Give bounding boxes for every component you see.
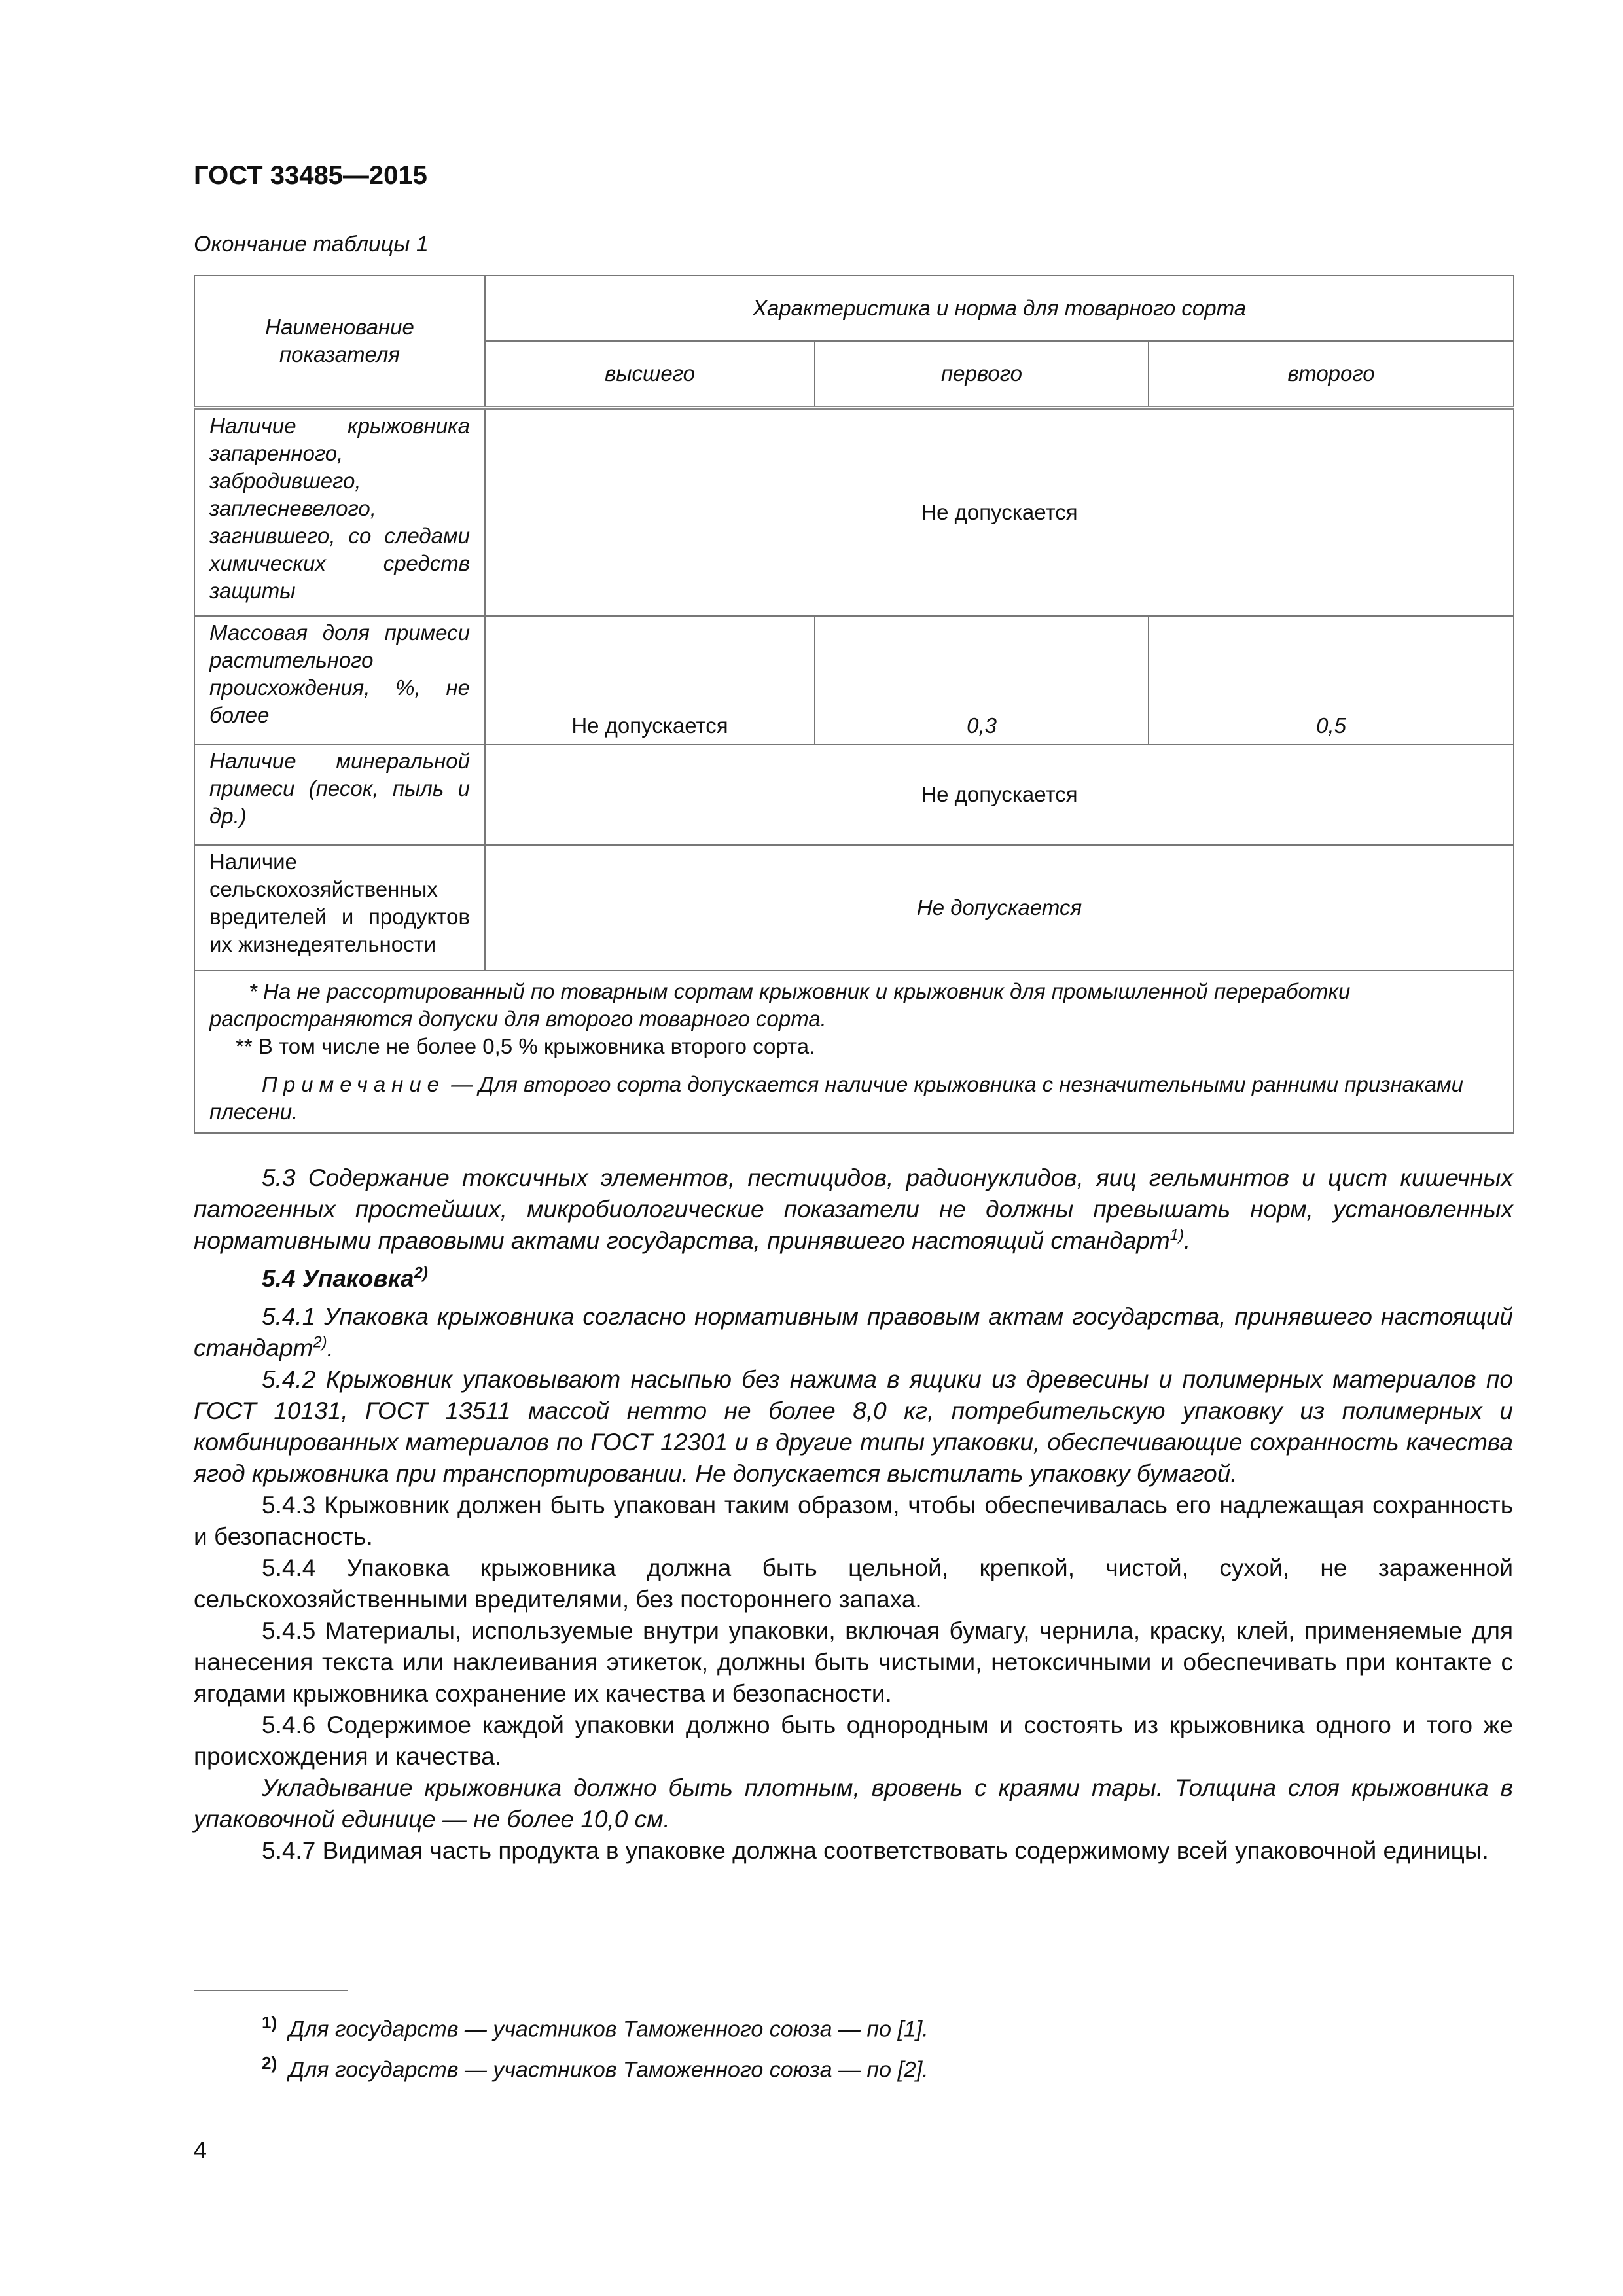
table-row xyxy=(194,845,1514,971)
column-header-grade-second: второго xyxy=(1149,341,1514,408)
table-notes xyxy=(194,971,1514,1133)
section-heading: 5.4 Упаковка$^{2)}$ xyxy=(262,1264,428,1292)
row-name: Наличие минеральной примеси (песок, пыль и др.) xyxy=(194,744,485,845)
paragraph: 5.4.2 Крыжовник упаковывают насыпью без нажима в ящики из древесины и полимерных материалов по ГОСТ 10131, ГОСТ 13511 массой нетто не более 8,0 кг, потребительскую упаковку из полимерных и комбинированных материалов по ГОСТ 12301 и в другие типы упаковки, обеспечивающие сохранность качества ягод крыжовника при транспортировании. Не допускается выстилать упаковку бумагой. xyxy=(194,1366,1513,1487)
paragraph: 5.4.7 Видимая часть продукта в упаковке должна соответствовать содержимому всей упаковочной единицы. xyxy=(262,1837,1489,1864)
row-name: Наличие крыжовника запаренного, забродившего, заплесневелого, загнившего, со следами химических средств защиты xyxy=(194,408,485,616)
row-value: Не допускается xyxy=(485,845,1514,971)
body-text xyxy=(194,1162,1513,1867)
table-row xyxy=(194,616,1514,744)
paragraph: 5.3 Содержание токсичных элементов, пестицидов, радионуклидов, яиц гельминтов и цист кишечных патогенных простейших, микробиологические показатели не должны превышать норм, установленных нормативными правовыми актами государства, принявшего настоящий стандарт$^{1)}$. xyxy=(194,1164,1513,1254)
page-footnotes xyxy=(262,2005,929,2087)
row-value: 0,5 xyxy=(1149,616,1514,744)
paragraph: 5.4.1 Упаковка крыжовника согласно нормативным правовым актам государства, принявшего настоящий стандарт$^{2)}$. xyxy=(194,1303,1513,1361)
paragraph: 5.4.4 Упаковка крыжовника должна быть цельной, крепкой, чистой, сухой, не зараженной сельскохозяйственными вредителями, без постороннего запаха. xyxy=(194,1554,1513,1613)
column-header-grade-premium: высшего xyxy=(485,341,815,408)
requirements-table xyxy=(194,275,1514,1134)
paragraph: Укладывание крыжовника должно быть плотным, вровень с краями тары. Толщина слоя крыжовника в упаковочной единице — не более 10,0 см. xyxy=(194,1774,1513,1833)
table-caption: Окончание таблицы 1 xyxy=(194,232,429,257)
row-value: Не допускается xyxy=(485,616,815,744)
table-row xyxy=(194,408,1514,616)
paragraph: 5.4.6 Содержимое каждой упаковки должно быть однородным и состоять из крыжовника одного и того же происхождения и качества. xyxy=(194,1712,1513,1770)
row-name: Наличие сельскохозяйственных вредителей и продуктов их жизнедеятельности xyxy=(194,845,485,971)
row-value: 0,3 xyxy=(815,616,1149,744)
document-header: ГОСТ 33485—2015 xyxy=(194,161,427,190)
footnote: $^{1)}$ Для государств — участников Таможенного союза — по [1]. xyxy=(262,2013,929,2042)
table-footnote: * На не рассортированный по товарным сортам крыжовник и крыжовник для промышленной переработки распространяются допуски для второго товарного сорта. xyxy=(209,979,1351,1031)
paragraph: 5.4.3 Крыжовник должен быть упакован таким образом, чтобы обеспечивалась его надлежащая сохранность и безопасность. xyxy=(194,1492,1513,1550)
column-header-indicator: Наименование показателя xyxy=(194,276,485,408)
paragraph: 5.4.5 Материалы, используемые внутри упаковки, включая бумагу, чернила, краску, клей, применяемые для нанесения текста или наклеивания этикеток, должны быть чистыми, нетоксичными и обеспечивать при контакте с ягодами крыжовника сохранение их качества и безопасности. xyxy=(194,1617,1513,1707)
table-note xyxy=(209,1071,1499,1126)
row-value: Не допускается xyxy=(485,744,1514,845)
table-row xyxy=(194,744,1514,845)
column-header-grade-first: первого xyxy=(815,341,1149,408)
column-header-group: Характеристика и норма для товарного сорта xyxy=(485,276,1514,341)
page-number: 4 xyxy=(194,2136,207,2163)
row-value: Не допускается xyxy=(485,408,1514,616)
note-label: Примечание xyxy=(262,1072,446,1096)
footnote-separator xyxy=(194,1990,348,1991)
footnote: $^{2)}$ Для государств — участников Таможенного союза — по [2]. xyxy=(262,2053,929,2083)
note-text: — Для второго сорта допускается наличие крыжовника с незначительными ранними признаками плесени. xyxy=(209,1072,1463,1124)
table-footnote: ** В том числе не более 0,5 % крыжовника второго сорта. xyxy=(236,1034,815,1058)
row-name: Массовая доля примеси растительного происхождения, %, не более xyxy=(194,616,485,744)
